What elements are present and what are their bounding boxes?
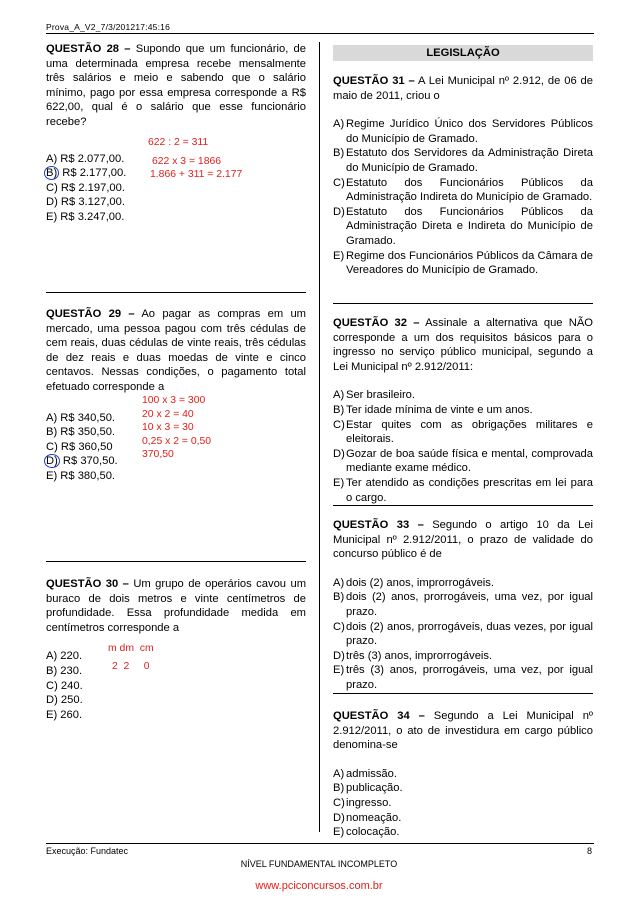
option-a[interactable]: A) Ser brasileiro. (333, 389, 416, 402)
option-e[interactable]: E) 260. (46, 708, 83, 721)
header-rule (46, 33, 594, 34)
question-32-text: Assinale a alternativa que NÃO corresponde a um dos requisitos básicos para o ingresso no serviço público municipal, segundo a Lei Municipal nº 2.912/2011: (333, 317, 594, 373)
option-b[interactable]: B) 230. (46, 664, 83, 677)
option-a[interactable]: A) admissão. (333, 767, 397, 780)
option-b[interactable]: B) publicação. (333, 782, 403, 795)
handwritten-note: 622 : 2 = 311 (148, 137, 209, 148)
question-31-number: QUESTÃO 31 – (333, 75, 415, 87)
answer-mark: D) (46, 455, 58, 468)
option-a[interactable]: A) R$ 2.077,00. (46, 152, 125, 165)
option-d[interactable]: D) Estatuto dos Funcionários Públicos da Administração Direta e Indireta do Município de Gramado. (333, 205, 593, 247)
answer-mark: B) (46, 167, 58, 180)
option-c[interactable]: C) dois (2) anos, prorrogáveis, duas vezes, por igual prazo. (333, 620, 593, 648)
option-c[interactable]: C) R$ 2.197,00. (46, 181, 125, 194)
divider (333, 693, 593, 694)
option-e[interactable]: E) Regime dos Funcionários Públicos da Câmara de Vereadores do Município de Gramado. (333, 249, 593, 277)
question-31-options (333, 117, 593, 278)
handwritten-note: 370,50 (142, 449, 174, 460)
divider (333, 303, 593, 304)
option-d[interactable]: D) R$ 370,50. (46, 455, 118, 468)
column-divider (319, 42, 320, 832)
handwritten-note: m dm cm (108, 643, 154, 654)
option-d[interactable]: D) Gozar de boa saúde física e mental, comprovada mediante exame médico. (333, 447, 593, 475)
question-33-text: Segundo o artigo 10 da Lei Municipal nº 2.912/2011, o prazo de validade do concurso público é de (333, 519, 594, 561)
option-c[interactable]: C) Estatuto dos Funcionários Públicos da Administração Indireta do Município de Gramado. (333, 176, 593, 204)
question-33-number: QUESTÃO 33 – (333, 519, 424, 531)
divider (46, 292, 306, 293)
option-c[interactable]: C) ingresso. (333, 796, 392, 809)
question-32-number: QUESTÃO 32 – (333, 317, 420, 329)
option-b[interactable]: B) Ter idade mínima de vinte e um anos. (333, 403, 533, 416)
handwritten-note: 100 x 3 = 300 (142, 395, 206, 406)
option-b[interactable]: B) dois (2) anos, prorrogáveis, uma vez, por igual prazo. (333, 591, 593, 618)
question-31-text: A Lei Municipal nº 2.912, de 06 de maio de 2011, criou o (333, 75, 593, 102)
handwritten-note: 20 x 2 = 40 (142, 409, 194, 420)
divider (46, 561, 306, 562)
handwritten-note: 622 x 3 = 1866 (152, 156, 222, 167)
question-34-text: Segundo a Lei Municipal nº 2.912/2011, o ato de investidura em cargo público denomina-se (333, 710, 594, 752)
option-d[interactable]: D) R$ 3.127,00. (46, 196, 125, 209)
option-c[interactable]: C) Estar quites com as obrigações militares e eleitorais. (333, 418, 593, 446)
question-33-options (333, 576, 593, 693)
question-32-options (333, 388, 593, 505)
option-a[interactable]: A) Regime Jurídico Único dos Servidores Públicos do Município de Gramado. (333, 118, 593, 145)
option-c[interactable]: C) 240. (46, 679, 83, 692)
option-a[interactable]: A) dois (2) anos, improrrogáveis. (333, 576, 494, 589)
option-e[interactable]: E) colocação. (333, 826, 400, 839)
handwritten-note: 0,25 x 2 = 0,50 (142, 436, 212, 447)
question-34-number: QUESTÃO 34 – (333, 710, 425, 722)
question-30-options (46, 649, 306, 722)
question-30 (46, 577, 306, 722)
option-e[interactable]: E) R$ 3.247,00. (46, 210, 125, 223)
handwritten-note: 1.866 + 311 = 2.177 (150, 169, 243, 180)
question-30-number: QUESTÃO 30 – (46, 578, 129, 590)
handwritten-note: 10 x 3 = 30 (142, 422, 194, 433)
question-28-text: Supondo que um funcionário, de uma determinada empresa recebe mensalmente três salários e meio e sabendo que o salário mínimo, pago por essa empresa corresponde a R$ 622,00, qual é o salário que esse funcionário recebe? (46, 43, 307, 128)
option-d[interactable]: D) nomeação. (333, 811, 402, 824)
exam-stamp: Prova_A_V2_7/3/201217:45:16 (46, 22, 171, 32)
option-e[interactable]: E) R$ 380,50. (46, 469, 116, 482)
option-a[interactable]: A) 220. (46, 650, 83, 663)
question-29-text: Ao pagar as compras em um mercado, uma pessoa pagou com três cédulas de cem reais, duas cédulas de vinte reais, três cédulas de dez reais e duas moedas de vinte e cinco centavos. Nessas condições, o pagamento total efetuado corresponde a (46, 308, 306, 393)
footer-executor: Execução: Fundatec (46, 846, 129, 856)
question-28 (46, 42, 306, 225)
question-32 (333, 316, 593, 505)
question-33 (333, 518, 593, 693)
question-28-number: QUESTÃO 28 – (46, 43, 131, 55)
footer-rule (46, 843, 594, 844)
option-b[interactable]: B) R$ 350,50. (46, 426, 116, 439)
option-e[interactable]: E) três (3) anos, prorrogáveis, uma vez, por igual prazo. (333, 664, 593, 691)
option-d[interactable]: D) três (3) anos, improrrogáveis. (333, 649, 493, 662)
left-column (46, 42, 306, 225)
question-34-options (333, 767, 593, 840)
section-header: LEGISLAÇÃO (333, 45, 593, 61)
option-b[interactable]: B) R$ 2.177,00. (46, 167, 127, 180)
option-c[interactable]: C) R$ 360,50 (46, 440, 113, 453)
footer-level: NÍVEL FUNDAMENTAL INCOMPLETO (240, 859, 398, 869)
handwritten-note: 2 2 0 (112, 661, 150, 672)
option-a[interactable]: A) R$ 340,50. (46, 411, 116, 424)
question-31 (333, 74, 593, 278)
option-b[interactable]: B) Estatuto dos Servidores da Administração Direta do Município de Gramado. (333, 147, 593, 174)
page-number: 8 (586, 846, 592, 856)
site-link[interactable]: www.pciconcursos.com.br (255, 880, 383, 892)
option-e[interactable]: E) Ter atendido as condições prescritas em lei para o cargo. (333, 476, 593, 504)
question-34 (333, 709, 593, 840)
option-d[interactable]: D) 250. (46, 694, 83, 707)
question-29-number: QUESTÃO 29 – (46, 308, 135, 320)
question-30-text: Um grupo de operários cavou um buraco de dois metros e vinte centímetros de profundidade. Essa profundidade medida em centímetros corresponde a (46, 578, 307, 634)
divider (333, 505, 593, 506)
